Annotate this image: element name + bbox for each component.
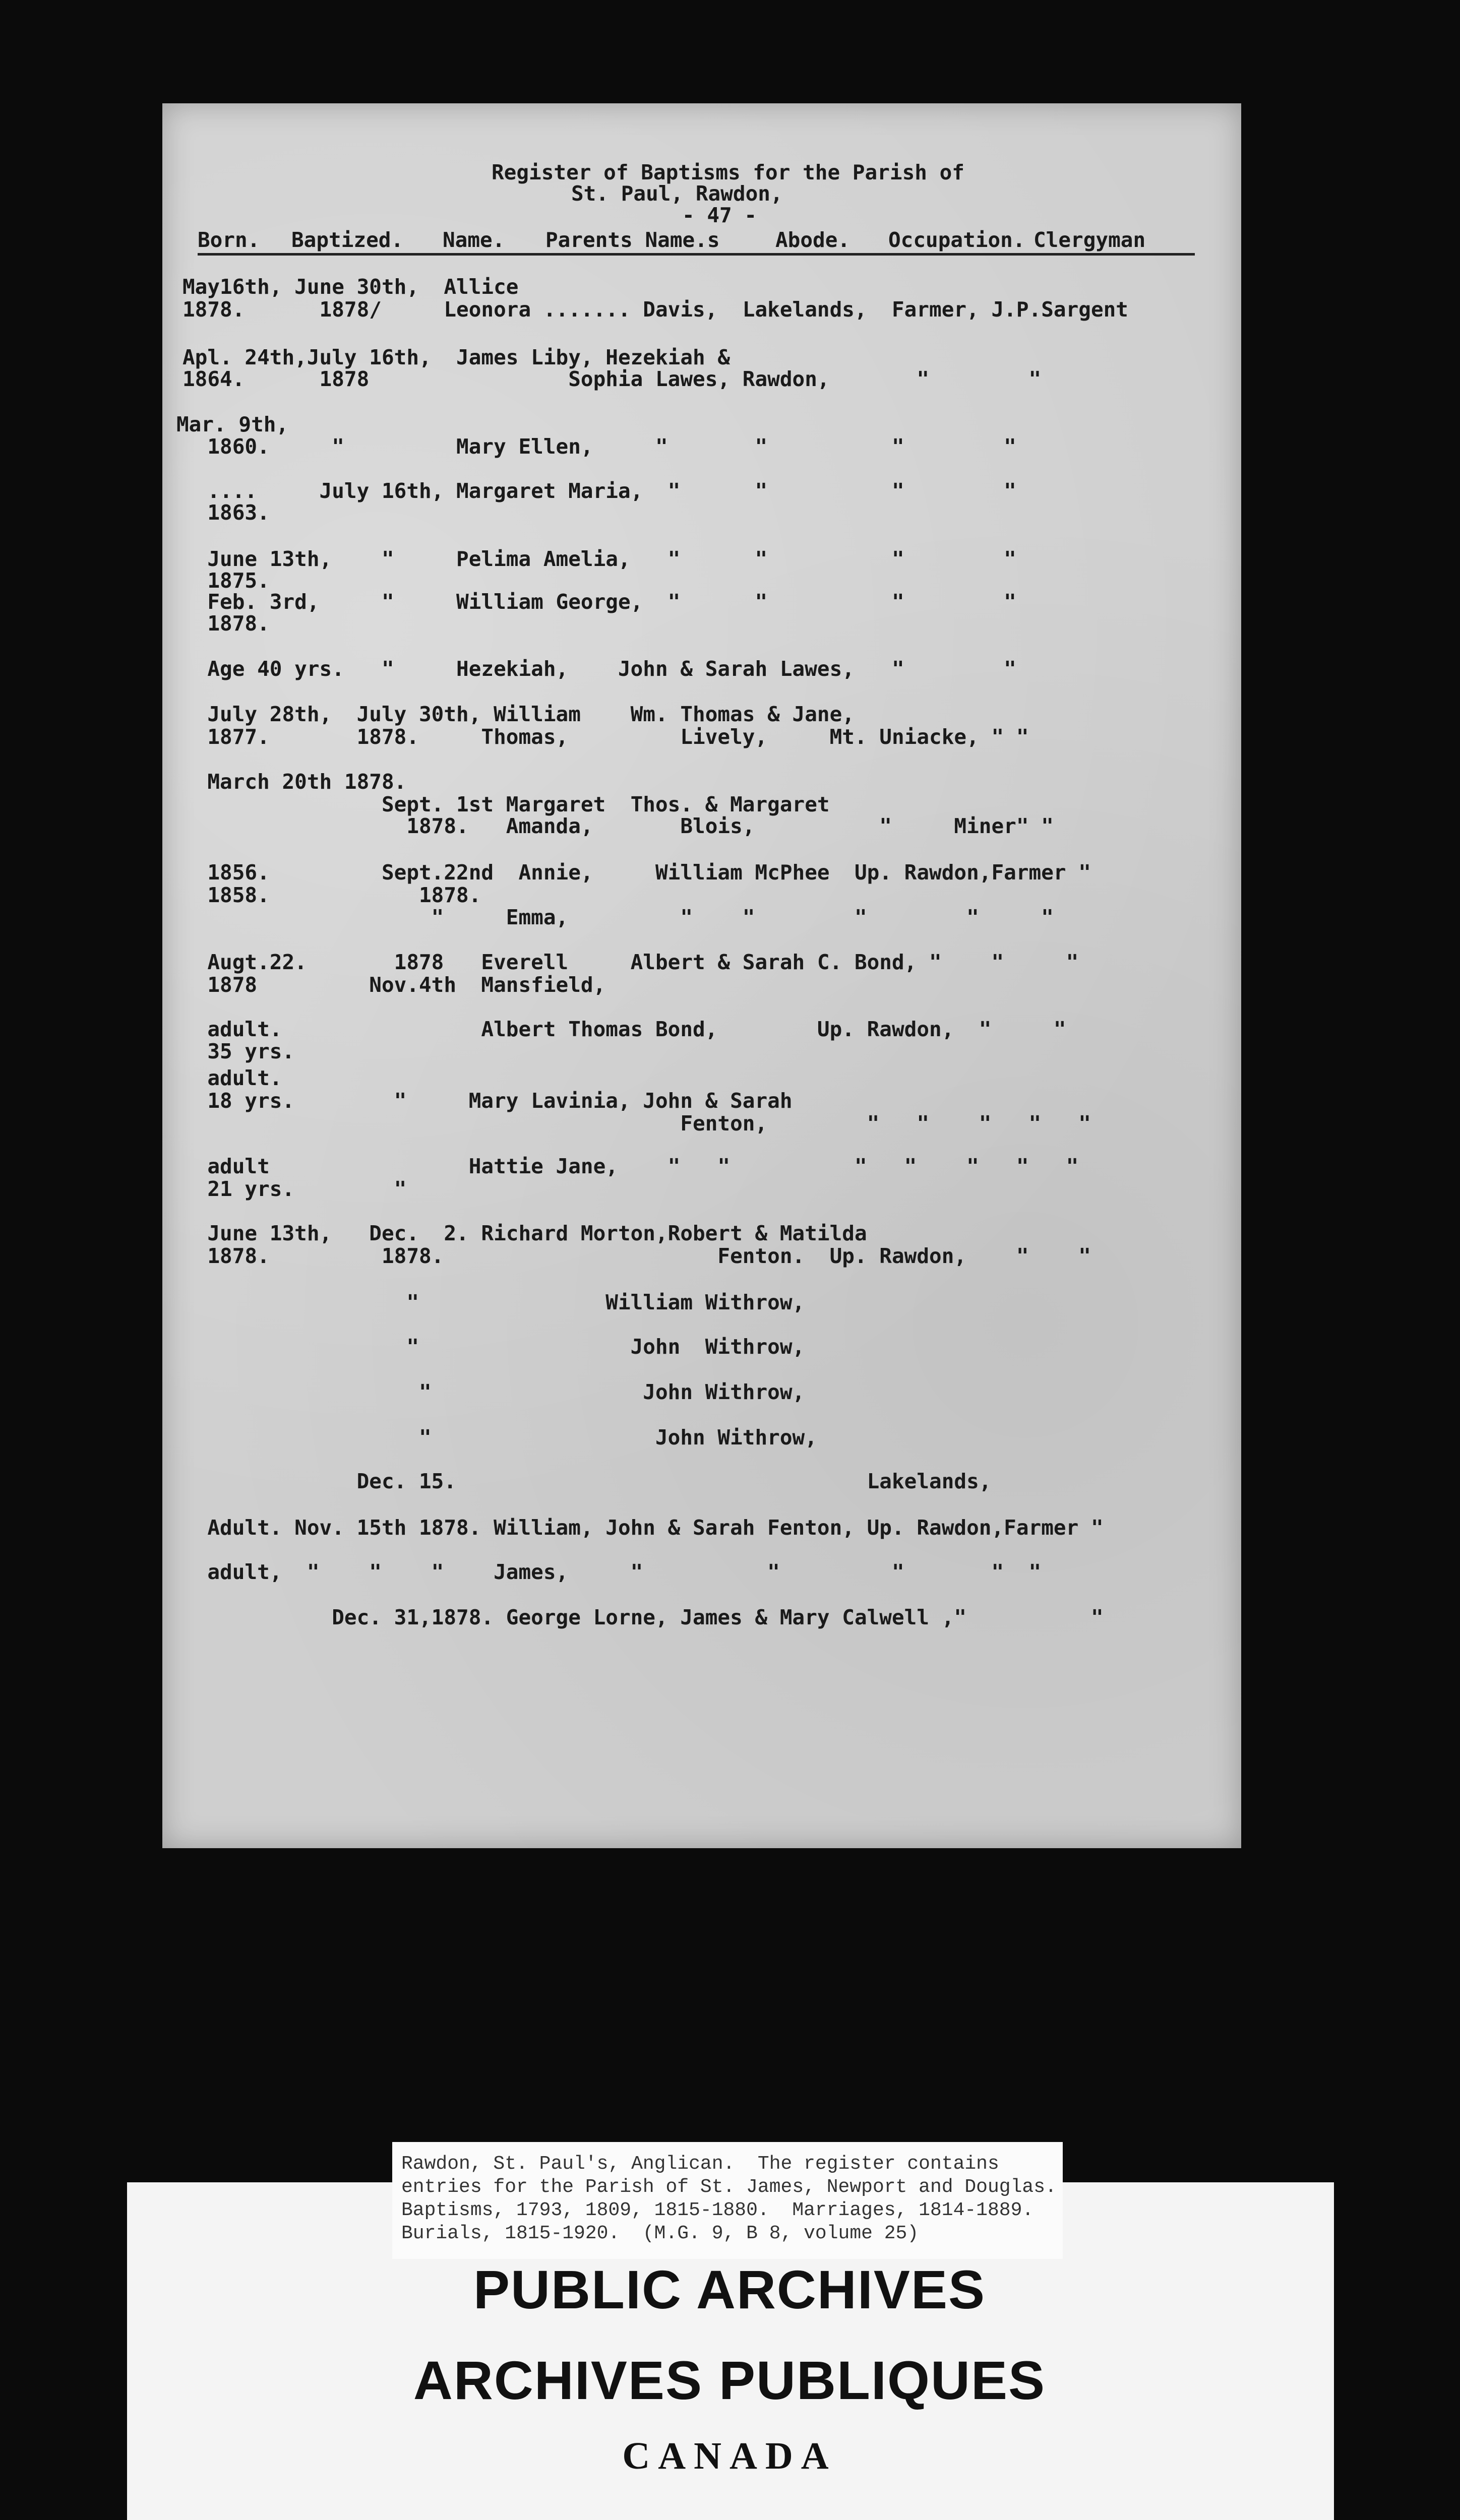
register-line: " Emma, " " " " " (182, 905, 1054, 929)
register-line: June 13th, " Pelima Amelia, " " " " (182, 547, 1016, 571)
column-occupation: Occupation. (888, 228, 1025, 252)
register-title-line1: Register of Baptisms for the Parish of (492, 160, 964, 184)
archive-description-line: Baptisms, 1793, 1809, 1815-1880. Marriages, 1814-1889. (401, 2199, 1034, 2221)
register-line: Sept. 1st Margaret Thos. & Margaret (182, 792, 830, 816)
column-name: Name. (443, 228, 505, 252)
archive-description-line: Burials, 1815-1920. (M.G. 9, B 8, volume 25) (401, 2223, 919, 2244)
register-line: March 20th 1878. (182, 770, 407, 794)
register-line: Fenton, " " " " " (182, 1111, 1091, 1136)
register-line: 21 yrs. " (182, 1177, 407, 1201)
register-line: 1860. " Mary Ellen, " " " " (182, 434, 1016, 459)
column-abode: Abode. (775, 228, 850, 252)
header-rule (198, 253, 1195, 256)
archive-description-line: Rawdon, St. Paul's, Anglican. The register contains (401, 2153, 999, 2175)
register-line: 1864. 1878 Sophia Lawes, Rawdon, " " (182, 367, 1042, 391)
register-line: " John Withrow, (182, 1380, 805, 1404)
register-line: 1863. (182, 500, 270, 525)
register-line: 1875. (182, 569, 270, 593)
register-line: 1877. 1878. Thomas, Lively, Mt. Uniacke, " " (182, 725, 1029, 749)
column-clergyman: Clergyman (1033, 228, 1146, 252)
register-line: May16th, June 30th, Allice (182, 275, 519, 299)
register-line: Apl. 24th,July 16th, James Liby, Hezekiah & (182, 345, 731, 369)
archive-heading-english: PUBLIC ARCHIVES (473, 2259, 986, 2320)
register-line: 18 yrs. " Mary Lavinia, John & Sarah (182, 1089, 793, 1113)
register-line: .... July 16th, Margaret Maria, " " " " (182, 479, 1016, 503)
register-line: adult. (182, 1066, 282, 1090)
register-line: Mar. 9th, (176, 412, 289, 436)
column-parents: Parents Name.s (545, 228, 720, 252)
register-title-line2: St. Paul, Rawdon, (571, 181, 783, 206)
register-line: Augt.22. 1878 Everell Albert & Sarah C. Bond, " " " (182, 950, 1079, 974)
register-line: 1856. Sept.22nd Annie, William McPhee Up. Rawdon,Farmer " (182, 860, 1091, 885)
page-number: - 47 - (682, 203, 757, 227)
register-line: Feb. 3rd, " William George, " " " " (182, 590, 1016, 614)
register-line: 1878 Nov.4th Mansfield, (182, 973, 606, 997)
register-line: 1858. 1878. (182, 883, 481, 907)
register-line: Dec. 15. Lakelands, (182, 1469, 992, 1493)
register-line: " John Withrow, (182, 1335, 805, 1359)
register-line: adult Hattie Jane, " " " " " " " (182, 1154, 1079, 1178)
register-line: 1878. (182, 611, 270, 636)
register-line: " John Withrow, (182, 1425, 817, 1450)
archive-description-line: entries for the Parish of St. James, Newport and Douglas. (401, 2176, 1057, 2198)
column-baptized: Baptized. (291, 228, 404, 252)
register-line: Adult. Nov. 15th 1878. William, John & Sarah Fenton, Up. Rawdon,Farmer " (182, 1516, 1104, 1540)
column-born: Born. (198, 228, 260, 252)
archive-heading-french: ARCHIVES PUBLIQUES (413, 2350, 1046, 2411)
archive-description-stub (392, 2142, 1063, 2259)
register-line: June 13th, Dec. 2. Richard Morton,Robert & Matilda (182, 1221, 867, 1245)
register-line: 35 yrs. (182, 1039, 295, 1063)
register-line: Dec. 31,1878. George Lorne, James & Mary Calwell ," " (182, 1605, 1104, 1629)
register-line: 1878. Amanda, Blois, " Miner" " (182, 814, 1054, 838)
register-line: July 28th, July 30th, William Wm. Thomas & Jane, (182, 702, 855, 726)
register-line: adult, " " " James, " " " " " (182, 1560, 1042, 1584)
register-line: 1878. 1878/ Leonora ....... Davis, Lakelands, Farmer, J.P.Sargent (182, 297, 1128, 322)
register-line: " William Withrow, (182, 1290, 805, 1314)
register-line: Age 40 yrs. " Hezekiah, John & Sarah Lawes, " " (182, 657, 1016, 681)
register-line: adult. Albert Thomas Bond, Up. Rawdon, " " (182, 1017, 1066, 1041)
archive-country: CANADA (622, 2435, 837, 2477)
register-line: 1878. 1878. Fenton. Up. Rawdon, " " (182, 1244, 1091, 1268)
